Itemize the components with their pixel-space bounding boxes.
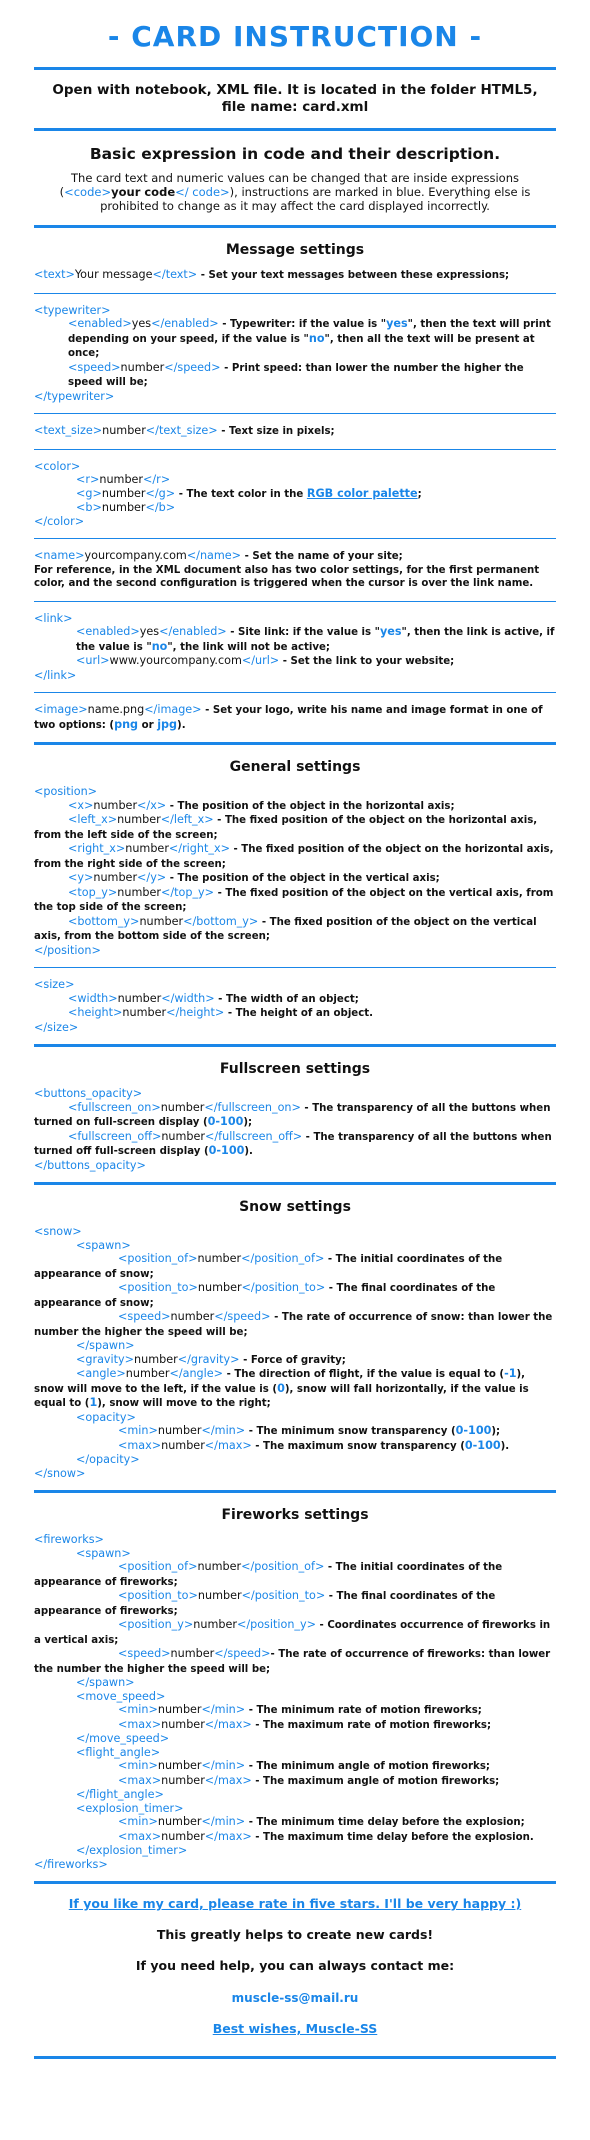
description: - The fixed position of the object on the horizontal axis, from the right side of the screen;	[34, 844, 554, 870]
tag: </move_speed>	[76, 1732, 170, 1745]
tag: </y>	[137, 871, 167, 884]
description: - Set the link to your website;	[279, 656, 455, 667]
description: - The minimum angle of motion fireworks;	[245, 1761, 490, 1772]
flight-min	[34, 1759, 556, 1774]
tag: <opacity>	[76, 1410, 136, 1424]
fullscreen-off	[34, 1130, 556, 1159]
description: - The transparency of all the buttons when turned on full-screen display (	[34, 1102, 551, 1128]
tag: <snow>	[34, 1225, 82, 1238]
timer-min	[34, 1815, 556, 1830]
tag: </b>	[145, 501, 176, 514]
typewriter-enabled	[34, 317, 556, 361]
tag: <position_to>	[118, 1281, 198, 1294]
tag: <min>	[118, 1703, 158, 1716]
value: number	[117, 885, 161, 899]
fireworks-position-to	[34, 1589, 556, 1618]
keyword: -1	[504, 1367, 517, 1380]
description: ), snow will move to the left, if the value is (	[34, 1369, 526, 1395]
tag: </fullscreen_off>	[205, 1129, 303, 1143]
description: - The transparency of all the buttons when turned off full-screen display (	[34, 1131, 552, 1157]
tag: <position_to>	[118, 1589, 198, 1602]
typewriter-setting	[0, 294, 590, 414]
snow-setting	[0, 1225, 590, 1490]
tag: </snow>	[34, 1466, 86, 1480]
tag: <x>	[68, 798, 94, 812]
tag: </min>	[201, 1759, 246, 1772]
position-setting	[0, 785, 590, 967]
description: - Set your text messages between these expressions;	[197, 270, 510, 281]
value: number	[161, 1438, 205, 1452]
tag: </speed>	[214, 1647, 271, 1660]
tag: </speed>	[164, 360, 221, 374]
value: number	[157, 1703, 202, 1716]
tag: <size>	[34, 978, 75, 991]
description: - Force of gravity;	[239, 1354, 346, 1366]
tag: <enabled>	[68, 317, 132, 330]
tag: <fireworks>	[34, 1533, 104, 1546]
tag: </explosion_timer>	[76, 1844, 188, 1857]
keyword: yes	[379, 625, 402, 638]
size-width	[34, 992, 556, 1007]
tag: <color>	[34, 459, 81, 473]
description: ", then all the text will be present at once;	[68, 333, 535, 359]
description: - The initial coordinates of the appearance of fireworks;	[34, 1562, 503, 1588]
tag: </position_to>	[241, 1589, 326, 1602]
fireworks-setting	[0, 1533, 590, 1881]
description: ", the link will not be active;	[167, 641, 330, 653]
tag: <enabled>	[76, 625, 140, 638]
tag: </enabled>	[159, 625, 227, 638]
value: number	[161, 1129, 206, 1143]
divider	[34, 128, 556, 131]
value: number	[102, 424, 146, 437]
divider	[34, 1044, 556, 1047]
fireworks-position-y	[34, 1618, 556, 1647]
tag: <min>	[118, 1815, 158, 1828]
keyword: 0	[277, 1381, 285, 1395]
page-title: - CARD INSTRUCTION -	[107, 20, 483, 53]
snow-gravity	[34, 1353, 556, 1368]
description: - Text size in pixels;	[217, 426, 335, 437]
image-setting	[0, 693, 590, 742]
tag: <position_of>	[118, 1560, 198, 1573]
snow-position-to	[34, 1281, 556, 1310]
tag: <spawn>	[76, 1238, 131, 1252]
value: www.yourcompany.com	[109, 654, 242, 667]
tag: </spawn>	[76, 1339, 135, 1352]
text-setting	[0, 268, 590, 293]
value: number	[161, 1717, 205, 1731]
tag: <speed>	[118, 1310, 171, 1323]
description: - Set your logo, write his name and image format in one of two options: (	[34, 705, 543, 731]
tag: <max>	[118, 1438, 162, 1452]
keyword: 0-100	[208, 1144, 245, 1157]
value: number	[197, 1281, 242, 1294]
value: number	[197, 1252, 242, 1265]
position-x	[34, 799, 556, 814]
position-left-x	[34, 813, 556, 842]
tag: <speed>	[118, 1647, 171, 1660]
value: number	[101, 501, 146, 514]
tag: </g>	[145, 486, 176, 500]
tag: <width>	[68, 991, 118, 1005]
code-tag: </ code>	[175, 185, 230, 199]
color-r	[34, 473, 556, 487]
tag: <b>	[76, 501, 102, 514]
tag: </height>	[166, 1006, 225, 1019]
tag: <url>	[76, 654, 110, 667]
general-heading: General settings	[229, 759, 361, 775]
keyword: yes	[386, 317, 408, 330]
description: - The text color in the	[175, 488, 307, 500]
fireworks-position-of	[34, 1560, 556, 1589]
fireworks-speed	[34, 1647, 556, 1676]
description: ).	[177, 719, 186, 731]
timer-max	[34, 1830, 556, 1845]
size-height	[34, 1006, 556, 1021]
tag: <min>	[118, 1424, 158, 1437]
value: number	[170, 1310, 215, 1323]
subtitle: Open with notebook, XML file. It is located in the folder HTML5, file name: card.xml	[52, 82, 538, 115]
tag: </text_size>	[145, 424, 218, 437]
value: number	[117, 813, 161, 826]
fullscreen-setting	[0, 1087, 590, 1182]
description: - The minimum time delay before the explosion;	[245, 1817, 525, 1828]
tag: <image>	[34, 703, 88, 716]
move-min	[34, 1703, 556, 1718]
value: number	[134, 1352, 178, 1366]
value: number	[161, 1829, 205, 1843]
value: number	[193, 1618, 237, 1631]
description: - The minimum rate of motion fireworks;	[245, 1705, 482, 1716]
tag: <g>	[76, 486, 102, 500]
value: number	[117, 991, 162, 1005]
tag: <position>	[34, 785, 98, 798]
tag: </min>	[201, 1703, 246, 1716]
snow-speed	[34, 1310, 556, 1339]
description: - The rate of occurrence of snow: than lower the number the higher the speed will be;	[34, 1312, 553, 1338]
description: ).	[244, 1146, 253, 1157]
tag: </fireworks>	[34, 1857, 108, 1871]
tag: </max>	[204, 1829, 252, 1843]
tag: <r>	[76, 473, 100, 486]
description: - The rate of occurrence of fireworks: than lower the number the higher the speed will be;	[34, 1649, 551, 1675]
description: - The final coordinates of the appearance of fireworks;	[34, 1591, 496, 1617]
link-enabled	[34, 625, 556, 654]
tag: </max>	[204, 1438, 252, 1452]
tag: </flight_angle>	[76, 1788, 164, 1801]
tag: </angle>	[169, 1367, 224, 1380]
tag: <min>	[118, 1759, 158, 1772]
description: - The fixed position of the object on the vertical axis, from the top side of the screen;	[34, 887, 554, 913]
tag: <fullscreen_off>	[68, 1129, 162, 1143]
tag: <text_size>	[34, 424, 103, 437]
flight-max	[34, 1774, 556, 1789]
link-setting	[0, 602, 590, 693]
value: number	[93, 798, 138, 812]
tag: <max>	[118, 1773, 162, 1787]
tag: </name>	[186, 549, 242, 562]
divider	[34, 1182, 556, 1185]
fullscreen-heading: Fullscreen settings	[219, 1061, 371, 1077]
email-link[interactable]: muscle-ss@mail.ru	[231, 1991, 359, 2005]
description: ).	[500, 1440, 510, 1452]
tag: </max>	[204, 1773, 252, 1787]
value: number	[161, 1773, 205, 1787]
tag: <max>	[118, 1717, 162, 1731]
tag: <link>	[34, 611, 73, 625]
name-note: For reference, in the XML document also has two color settings, for the first permanent color, and the second configuration is triggered when the cursor is over the link name.	[34, 564, 540, 589]
tag: <fullscreen_on>	[68, 1100, 161, 1114]
value: number	[139, 914, 184, 928]
value: yes	[139, 625, 160, 638]
description: - The fixed position of the object on the vertical axis, from the bottom side of the screen;	[34, 916, 537, 942]
author-link[interactable]: Best wishes, Muscle-SS	[212, 2021, 378, 2036]
value: number	[157, 1759, 202, 1772]
helps-text: This greatly helps to create new cards!	[156, 1927, 434, 1942]
value: name.png	[87, 703, 145, 716]
description: ), snow will move to the right;	[97, 1398, 271, 1409]
color-setting	[0, 450, 590, 539]
description: - The position of the object in the horizontal axis;	[166, 800, 455, 812]
value: yourcompany.com	[84, 549, 187, 562]
tag: <name>	[34, 549, 85, 562]
tag: <typewriter>	[34, 303, 111, 317]
keyword: 0-100	[464, 1438, 501, 1452]
tag: </bottom_y>	[183, 914, 259, 928]
description: - The maximum time delay before the explosion.	[251, 1831, 534, 1843]
description: - The height of an object.	[224, 1008, 373, 1019]
tag: </text>	[152, 268, 198, 281]
description: ;	[417, 488, 422, 500]
description: - The direction of flight, if the value is equal to (	[223, 1369, 505, 1380]
description: - The final coordinates of the appearance of snow;	[34, 1283, 496, 1309]
tag: </x>	[137, 798, 167, 812]
move-max	[34, 1718, 556, 1733]
value: number	[157, 1424, 202, 1437]
value: number	[157, 1815, 202, 1828]
keyword: no	[308, 331, 325, 345]
description: ", then the text will print depending on your speed, if the value is "	[68, 319, 551, 345]
description: - Typewriter: if the value is "	[218, 319, 387, 330]
description: - Print speed: than lower the number the higher the speed will be;	[68, 362, 524, 388]
tag: <explosion_timer>	[76, 1801, 184, 1815]
snow-min	[34, 1424, 556, 1439]
tag: </position_y>	[236, 1618, 316, 1631]
rate-link[interactable]: If you like my card, please rate in five stars. I'll be very happy :)	[68, 1896, 522, 1911]
description: - The width of an object;	[214, 993, 359, 1005]
description: - Coordinates occurrence of fireworks in a vertical axis;	[34, 1620, 551, 1646]
tag: </left_x>	[160, 813, 214, 826]
intro-text: ), instructions are marked in blue. Everything else is prohibited to change as it may affect the card displayed incorrectly.	[100, 185, 531, 213]
snow-position-of	[34, 1252, 556, 1281]
tag: <speed>	[68, 360, 121, 374]
tag: <gravity>	[76, 1352, 135, 1366]
link-url	[34, 654, 556, 669]
name-setting	[0, 539, 590, 601]
value: number	[99, 473, 144, 486]
keyword: jpg	[157, 717, 178, 731]
position-y	[34, 871, 556, 886]
description: - The maximum rate of motion fireworks;	[251, 1719, 492, 1731]
position-top-y	[34, 886, 556, 915]
intro-text: The card text and numeric values can be changed that are inside expressions (	[59, 171, 519, 199]
code-tag: <code>	[64, 185, 112, 199]
typewriter-speed	[34, 361, 556, 390]
value: number	[125, 1367, 170, 1380]
tag: </r>	[143, 473, 171, 486]
keyword: 0-100	[455, 1424, 492, 1437]
text-size-setting	[0, 414, 590, 449]
tag: </opacity>	[76, 1453, 140, 1466]
description: - The maximum angle of motion fireworks;	[251, 1775, 500, 1787]
tag: <top_y>	[68, 885, 118, 899]
divider	[34, 742, 556, 745]
value: number	[160, 1100, 205, 1114]
tag: <bottom_y>	[68, 914, 140, 928]
tag: </max>	[204, 1717, 252, 1731]
description: - The initial coordinates of the appearance of snow;	[34, 1254, 503, 1280]
snow-heading: Snow settings	[239, 1199, 351, 1215]
tag: </speed>	[214, 1310, 271, 1323]
description: - Site link: if the value is "	[226, 627, 380, 638]
message-heading: Message settings	[225, 242, 365, 258]
keyword: 0-100	[207, 1115, 244, 1128]
tag: <right_x>	[68, 842, 126, 855]
tag: </link>	[34, 668, 77, 682]
value: yes	[131, 317, 152, 330]
description: ), snow will fall horizontally, if the value is equal to (	[34, 1383, 529, 1409]
tag: </image>	[144, 703, 202, 716]
tag: <height>	[68, 1006, 123, 1019]
code-value: your code	[111, 185, 176, 199]
tag: </position_to>	[241, 1281, 326, 1294]
position-right-x	[34, 842, 556, 871]
description: - The fixed position of the object on the horizontal axis, from the left side of the screen;	[34, 815, 538, 841]
tag: </position>	[34, 943, 101, 957]
tag: <move_speed>	[76, 1689, 166, 1703]
value: number	[122, 1006, 167, 1019]
divider	[34, 1490, 556, 1493]
tag: </color>	[34, 514, 85, 528]
tag: </min>	[201, 1815, 246, 1828]
fullscreen-on	[34, 1101, 556, 1130]
value: number	[197, 1560, 242, 1573]
fireworks-heading: Fireworks settings	[221, 1507, 369, 1523]
description: - The minimum snow transparency (	[245, 1426, 456, 1437]
snow-angle	[34, 1367, 556, 1411]
description: or	[138, 719, 158, 731]
tag: <left_x>	[68, 813, 118, 826]
size-setting	[0, 968, 590, 1044]
description: - Set the name of your site;	[241, 551, 403, 562]
tag: <position_of>	[118, 1252, 198, 1265]
keyword: png	[114, 717, 139, 731]
tag: </size>	[34, 1020, 79, 1034]
position-bottom-y	[34, 915, 556, 944]
tag: </url>	[241, 654, 280, 667]
tag: </enabled>	[151, 317, 219, 330]
tag: </typewriter>	[34, 389, 115, 403]
divider	[34, 2056, 556, 2059]
footer	[0, 1884, 590, 2056]
tag: </spawn>	[76, 1676, 135, 1689]
keyword: no	[151, 639, 168, 653]
color-g	[34, 487, 556, 502]
basic-intro	[0, 171, 590, 225]
contact-text: If you need help, you can always contact me:	[135, 1958, 455, 1973]
tag: <flight_angle>	[76, 1745, 161, 1759]
description: );	[243, 1117, 253, 1128]
value: number	[101, 486, 146, 500]
tag: </top_y>	[160, 885, 215, 899]
description: );	[491, 1426, 501, 1437]
basic-heading: Basic expression in code and their description.	[89, 145, 501, 163]
value: number	[93, 871, 138, 884]
instruction-page	[0, 20, 590, 2059]
tag: <position_y>	[118, 1618, 194, 1631]
tag: <buttons_opacity>	[34, 1087, 143, 1100]
rgb-palette-link[interactable]: RGB color palette	[306, 486, 418, 500]
value: Your message	[74, 268, 153, 281]
description: - The maximum snow transparency (	[251, 1440, 465, 1452]
tag: </position_of>	[241, 1560, 325, 1573]
tag: </gravity>	[177, 1352, 240, 1366]
tag: </position_of>	[241, 1252, 325, 1265]
keyword: 1	[89, 1396, 98, 1409]
tag: </right_x>	[168, 842, 230, 855]
color-b	[34, 501, 556, 515]
tag: <spawn>	[76, 1546, 131, 1560]
value: number	[197, 1589, 242, 1602]
tag: <text>	[34, 268, 75, 281]
snow-max	[34, 1439, 556, 1454]
divider	[34, 225, 556, 228]
value: number	[125, 842, 169, 855]
tag: </min>	[201, 1424, 246, 1437]
value: number	[120, 360, 165, 374]
tag: </buttons_opacity>	[34, 1158, 146, 1172]
tag: </width>	[161, 991, 215, 1005]
tag: </fullscreen_on>	[204, 1100, 301, 1114]
description: - The position of the object in the vertical axis;	[166, 873, 440, 884]
tag: <angle>	[76, 1367, 126, 1380]
tag: <y>	[68, 871, 94, 884]
value: number	[170, 1647, 215, 1660]
description: ", then the link is active, if the value is "	[76, 627, 555, 653]
tag: <max>	[118, 1829, 162, 1843]
